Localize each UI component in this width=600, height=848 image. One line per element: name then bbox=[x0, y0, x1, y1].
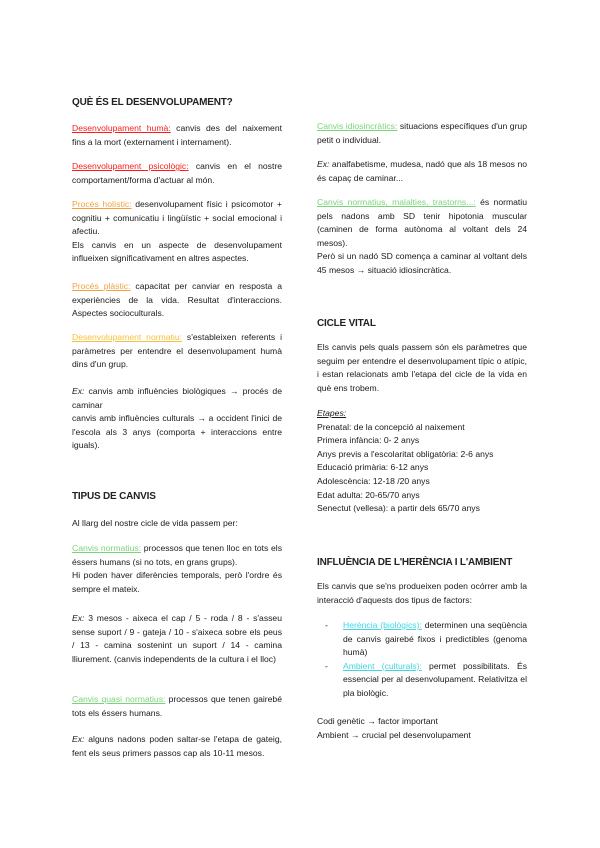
stage-item: Educació primària: 6-12 anys bbox=[317, 462, 429, 473]
stages-label: Etapes: bbox=[317, 408, 347, 418]
example-text: 3 mesos - aixeca el cap / 5 - roda / 8 - s'asseu sense suport / 9 - gateja / 10 - s'aixeca sobre els peus / 13 - camina sostenint un suport / 14 - camina lliurement. (canvis independents de la cultura i el lloc) bbox=[72, 613, 282, 664]
example-label: Ex: bbox=[317, 159, 330, 169]
factors-list bbox=[317, 619, 527, 701]
conclusions bbox=[317, 715, 527, 742]
term-label: Canvis idiosincràtics: bbox=[317, 121, 398, 131]
definition-idiosyncratic bbox=[317, 120, 527, 147]
definition-normative-changes bbox=[72, 542, 282, 596]
term-label: Procés plàstic: bbox=[72, 281, 131, 291]
stage-item: Adolescència: 12-18 /20 anys bbox=[317, 475, 430, 486]
definition-text: processos que tenen lloc en tots els éssers humans (si no tots, en grans grups). bbox=[72, 543, 283, 567]
definition-text-2: Els canvis en un aspecte de desenvolupament influeixen significativament en altres aspectes. bbox=[72, 239, 282, 264]
definition-text: s'estableixen referents i paràmetres per entendre el desenvolupament humà dins d'un grup. bbox=[72, 332, 282, 370]
definition-plastic-process bbox=[72, 280, 282, 321]
term-label: Desenvolupament normatiu: bbox=[72, 332, 183, 342]
example-text-2: canvis amb influències culturals → a occident l'inici de l'escola als 3 anys (comporta + interaccions entre iguals). bbox=[72, 413, 282, 451]
definition-normative-illness bbox=[317, 196, 527, 278]
definition-text: capacitat per canviar en resposta a experiències de la vida. Resultat d'interaccions. Aspectes socioculturals. bbox=[72, 281, 282, 319]
example-milestones bbox=[72, 612, 282, 666]
definition-quasi-normative bbox=[72, 693, 282, 720]
definition-text: canvis des del naixement fins a la mort (externament i internament). bbox=[72, 123, 282, 147]
example-influences bbox=[72, 385, 282, 453]
definition-text: desenvolupament físic i psicomotor + cognitiu + comunicatiu i lingüístic + social emocional i afectiu. bbox=[72, 199, 282, 237]
life-cycle-text: Els canvis pels quals passem són els paràmetres que seguim per entendre el desenvolupament típic o atípic, i estan relacionats amb l'etapa del cicle de la vida en què ens trobem. bbox=[317, 342, 527, 393]
stages-list bbox=[317, 407, 527, 516]
stage-item: Primera infància: 0- 2 anys bbox=[317, 435, 420, 446]
stage-item: Edat adulta: 20-65/70 anys bbox=[317, 489, 420, 500]
item-text: permet possibilitats. És essencial per al desenvolupament. Relativitza el pla biològic. bbox=[343, 660, 528, 698]
heading-que-es: QUÈ ÉS EL DESENVOLUPAMENT? bbox=[72, 97, 233, 108]
term-label: Desenvolupament humà: bbox=[72, 123, 171, 133]
example-text: canvis amb influències biològiques → procés de caminar bbox=[72, 386, 282, 410]
definition-holistic-process bbox=[72, 198, 282, 266]
term-label: Canvis quasi normatius: bbox=[72, 694, 166, 704]
list-item-environment bbox=[317, 660, 527, 701]
conclusion-environment: Ambient → crucial pel desenvolupament bbox=[317, 729, 471, 740]
term-label: Canvis normatius, malalties, trastorns...: bbox=[317, 197, 476, 207]
heading-tipus-canvis: TIPUS DE CANVIS bbox=[72, 491, 156, 502]
stage-item: Anys previs a l'escolaritat obligatòria: 2-6 anys bbox=[317, 448, 494, 459]
item-text: determinen una seqüència de canvis gairebé fixos i predictibles (genoma humà) bbox=[343, 620, 527, 658]
heading-influencia: INFLUÈNCIA DE L'HERÈNCIA I L'AMBIENT bbox=[317, 557, 513, 568]
stage-item: Senectut (vellesa): a partir dels 65/70 anys bbox=[317, 503, 480, 514]
example-text: analfabetisme, mudesa, nadó que als 18 mesos no és capaç de caminar... bbox=[317, 159, 527, 183]
example-crawling bbox=[72, 733, 282, 760]
definition-normative-development bbox=[72, 331, 282, 372]
definition-text-2: Però si un nadó SD comença a caminar al voltant dels 45 mesos → situació idiosincràtica. bbox=[317, 251, 527, 275]
example-label: Ex: bbox=[72, 386, 85, 396]
example-label: Ex: bbox=[72, 734, 85, 744]
definition-psychological-development bbox=[72, 160, 282, 187]
definition-text: és normatiu pels nadons amb SD tenir hipotonia muscular (caminen de forma autònoma al voltant dels 24 mesos). bbox=[317, 197, 527, 248]
stage-item: Prenatal: de la concepció al naixement bbox=[317, 421, 465, 432]
term-label: Canvis normatius: bbox=[72, 543, 142, 553]
influence-intro: Els canvis que se'ns produeixen poden ocórrer amb la interacció d'aquests dos tipus de factors: bbox=[317, 581, 527, 605]
conclusion-genetic: Codi genètic → factor important bbox=[317, 716, 438, 726]
list-item-heredity bbox=[317, 619, 527, 660]
intro-text: Al llarg del nostre cicle de vida passem per: bbox=[72, 518, 238, 528]
term-label: Ambient (culturals): bbox=[343, 660, 422, 671]
definition-human-development bbox=[72, 122, 282, 149]
example-text: alguns nadons poden saltar-se l'etapa de gateig, fent els seus primers passos cap als 10-11 mesos. bbox=[72, 734, 282, 758]
term-label: Herència (biològics): bbox=[343, 620, 422, 630]
term-label: Procés holístic: bbox=[72, 199, 132, 209]
definition-text: canvis en el nostre comportament/forma d'actuar al món. bbox=[72, 161, 282, 185]
term-label: Desenvolupament psicològic: bbox=[72, 161, 189, 171]
definition-text-2: Hi poden haver diferències temporals, però l'ordre és sempre el mateix. bbox=[72, 570, 282, 594]
example-idiosyncratic bbox=[317, 158, 527, 185]
definition-text: processos que tenen gairebé tots els éssers humans. bbox=[72, 694, 282, 718]
example-label: Ex: bbox=[72, 613, 85, 623]
heading-cicle-vital: CICLE VITAL bbox=[317, 318, 376, 329]
definition-text: situacions específiques d'un grup petit o individual. bbox=[317, 121, 527, 145]
